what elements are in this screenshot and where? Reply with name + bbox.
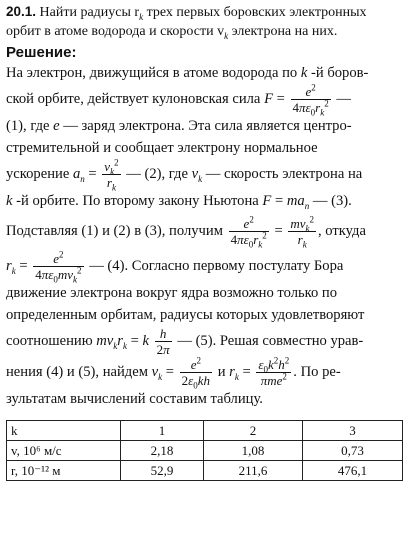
velocity-result-formula: $\frac{e^2}{2\varepsilon_0kh}$ <box>181 355 211 391</box>
solution-line: движение электрона вокруг ядра возможно только по <box>6 285 338 301</box>
table-cell: 2 <box>204 421 303 441</box>
equation-lhs: $\frac{e^2}{4\pi\varepsilon_0r_k^2}$ <box>230 214 267 250</box>
solution-line: На электрон, движущийся в атоме водорода по k -й боров- <box>6 65 369 81</box>
table-cell: 1 <box>121 421 204 441</box>
solution-line: зультатам вычислений составим таблицу. <box>6 391 263 407</box>
row-label: k <box>7 421 121 441</box>
coulomb-formula: $\frac{e^2}{4\pi\varepsilon_0r_k^2}$ <box>292 82 329 118</box>
solution-line: нения (4) и (5), найдем $v_k$ = $\frac{e^2}{2\varepsilon_0kh}$ и $r_k$ = $\frac{\varepsilon_0k^2h^2}{\pi me^2}$ . По ре- <box>6 355 341 391</box>
solution-line: k -й орбите. По второму закону Ньютона $F = ma_n$ — (3). <box>6 193 352 211</box>
problem-text: трех первых боровских электронных <box>143 5 367 20</box>
table-row <box>7 461 403 481</box>
acceleration-formula: $\frac{v_k^2}{r_k}$ <box>104 157 119 193</box>
results-table <box>6 420 403 481</box>
problem-text: электрона на них. <box>228 24 338 39</box>
table-cell: 1,08 <box>204 441 303 461</box>
table-cell: 52,9 <box>121 461 204 481</box>
table-cell: 2,18 <box>121 441 204 461</box>
solution-line: соотношению $mv_kr_k = k$ $\frac{h}{2\pi}$ — (5). Решая совместно урав- <box>6 326 364 357</box>
row-label: v, 10⁶ м/с <box>7 441 121 461</box>
solution-line: $r_k$ = $\frac{e^2}{4\pi\varepsilon_0mv_k^2}$ — (4). Согласно первому постулату Бора <box>6 249 344 285</box>
table-row <box>7 441 403 461</box>
solution-line: ускорение $a_n$ = $\frac{v_k^2}{r_k}$ — (2), где $v_k$ — скорость электрона на <box>6 157 363 193</box>
solution-line: ской орбите, действует кулоновская сила F = $\frac{e^2}{4\pi\varepsilon_0r_k^2}$ — <box>6 82 351 118</box>
solution-heading: Решение: <box>6 44 77 61</box>
solution-line: стремительной и сообщает электрону нормальное <box>6 140 318 156</box>
equation-rhs: $\frac{mv_k^2}{r_k}$ <box>290 214 314 250</box>
radius-formula: $\frac{e^2}{4\pi\varepsilon_0mv_k^2}$ <box>35 249 82 285</box>
solution-line: определенным орбитам, радиусы которых удовлетворяют <box>6 307 365 323</box>
row-label: r, 10⁻¹² м <box>7 461 121 481</box>
table-cell: 211,6 <box>204 461 303 481</box>
solution-line: (1), где e — заряд электрона. Эта сила является центро- <box>6 118 352 134</box>
problem-number: 20.1. <box>6 4 37 19</box>
solution-body <box>6 62 405 410</box>
table-cell: 476,1 <box>302 461 402 481</box>
table-row <box>7 421 403 441</box>
solution-line: Подставляя (1) и (2) в (3), получим $\frac{e^2}{4\pi\varepsilon_0r_k^2}$ = $\frac{mv_k^2}{r_k}$ , откуда <box>6 214 366 250</box>
quantization-formula: $\frac{h}{2\pi}$ <box>156 326 170 357</box>
problem-statement: 20.1. Найти радиусы $r_k$ трех первых боровских электронных орбит в атоме водорода и скорости $v_k$ электрона на них. <box>6 4 367 41</box>
radius-result-formula: $\frac{\varepsilon_0k^2h^2}{\pi me^2}$ <box>258 355 290 388</box>
table-cell: 0,73 <box>302 441 402 461</box>
problem-text: Найти радиусы r <box>39 5 140 20</box>
problem-text: орбит в атоме водорода и скорости v <box>6 24 225 39</box>
table-cell: 3 <box>302 421 402 441</box>
